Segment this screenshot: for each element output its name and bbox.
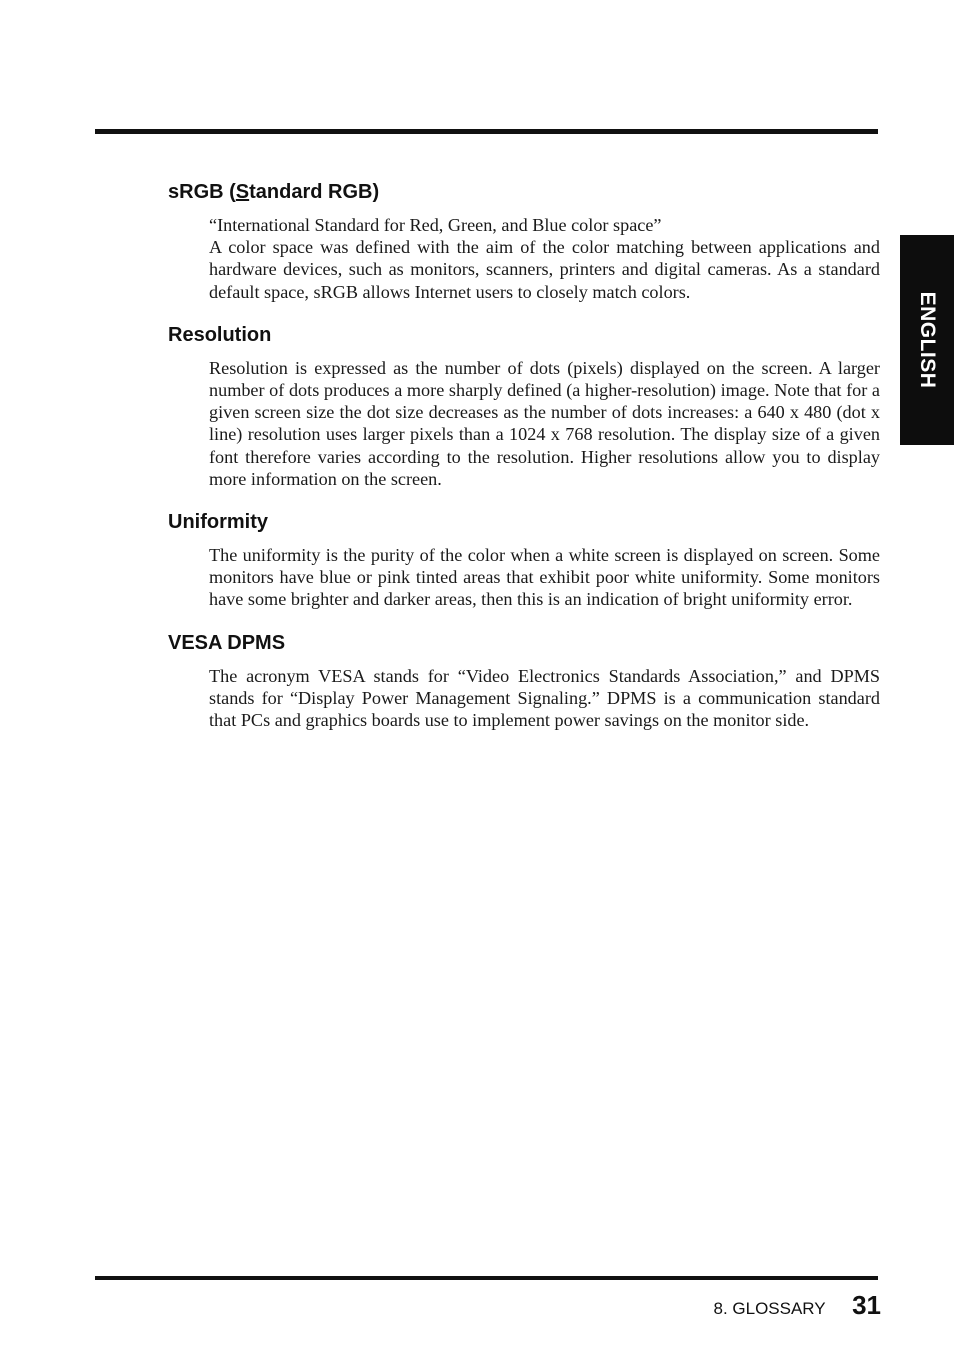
glossary-content [168,178,880,731]
glossary-term-resolution: Resolution [168,323,272,346]
page-number: 31 [852,1290,881,1320]
header-rule [95,129,878,134]
definition-paragraph: The uniformity is the purity of the color when a white screen is displayed on screen. Some monitors have blue or pink tinted areas that exhibit poor white uniformity. Some monitors have some brighter and darker areas, then this is an indication of bright uniformity error. [209,545,880,610]
footer-section-title: 8. GLOSSARY [713,1299,826,1318]
glossary-term-uniformity: Uniformity [168,511,268,534]
glossary-entry-vesa-dpms [168,629,880,732]
glossary-definition-srgb [209,214,880,303]
glossary-definition-vesa-dpms [209,665,880,732]
language-tab-label: ENGLISH [916,291,939,389]
language-side-tab [900,235,954,445]
glossary-definition-resolution [209,357,880,490]
definition-quote-line: “International Standard for Red, Green, and Blue color space” [209,215,662,235]
term-text: sRGB ( [168,181,236,203]
glossary-definition-uniformity [209,544,880,611]
glossary-entry-srgb [168,178,880,303]
term-underlined-letter: S [235,181,250,203]
glossary-entry-resolution [168,321,880,490]
definition-paragraph: A color space was defined with the aim of the color matching between applications and hardware devices, such as monitors, scanners, printers and digital cameras. As a standard default space, sRGB allows Internet users to closely match colors. [209,237,880,302]
glossary-term-srgb [168,178,880,206]
glossary-term-vesa-dpms: VESA DPMS [168,631,286,654]
page-footer [713,1290,881,1321]
footer-rule [95,1276,878,1280]
definition-paragraph: Resolution is expressed as the number of dots (pixels) displayed on the screen. A larger number of dots produces a more sharply defined (a higher-resolution) image. Note that for a given screen size the dot size decreases as the number of dots increases: a 640 x 480 (dot x line) resolution uses larger pixels than a 1024 x 768 resolution. The display size of a given font therefore varies according to the resolution. Higher resolutions allow you to display more information on the screen. [209,357,880,489]
glossary-entry-uniformity [168,508,880,611]
definition-paragraph: The acronym VESA stands for “Video Electronics Standards Association,” and DPMS stands for “Display Power Management Signaling.” DPMS is a communication standard that PCs and graphics boards use to implement power savings on the monitor side. [209,665,880,731]
term-text: tandard RGB) [249,181,380,203]
